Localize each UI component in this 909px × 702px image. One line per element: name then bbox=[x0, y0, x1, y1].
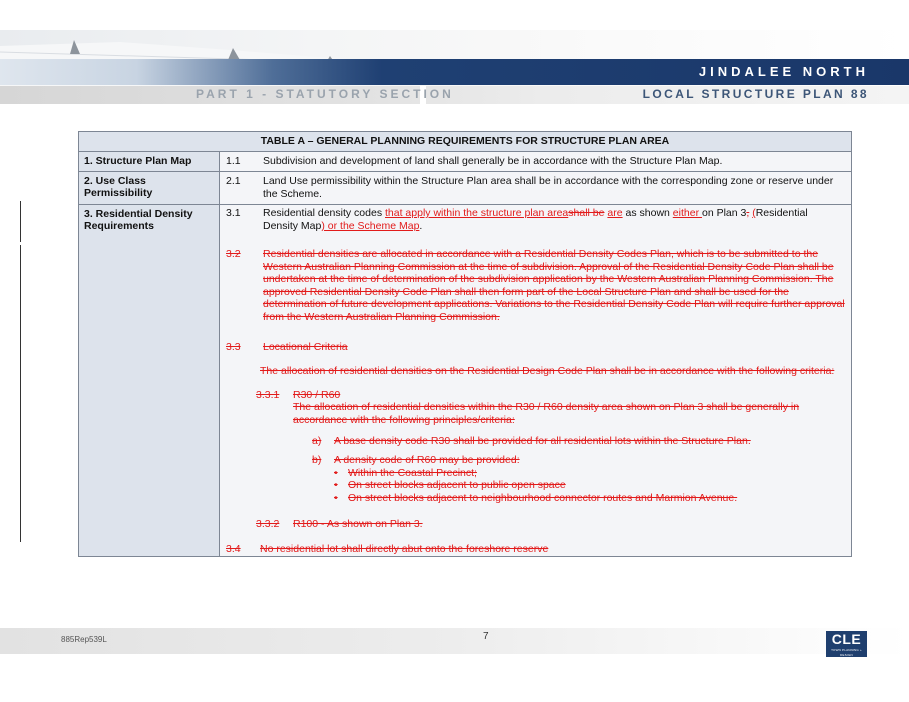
row-heading: 3. Residential Density Requirements bbox=[79, 205, 220, 556]
clause-3-3-2-text: R100 - As shown on Plan 3. bbox=[293, 517, 423, 530]
clause-number: 3.3.1 bbox=[256, 388, 280, 401]
inserted-text: ) or the Scheme Map bbox=[321, 220, 420, 232]
text-run: Residential Density Map bbox=[263, 207, 808, 232]
deleted-text: , bbox=[746, 207, 750, 219]
clause-number: 3.4 bbox=[226, 543, 241, 556]
clause-number: 3.3 bbox=[226, 340, 241, 353]
item-b-text: A density code of R60 may be provided: bbox=[334, 454, 520, 467]
text-run: on Plan 3 bbox=[701, 207, 747, 219]
row-heading: 2. Use Class Permissibility bbox=[79, 172, 220, 204]
item-label: a) bbox=[312, 434, 322, 447]
item-label: b) bbox=[312, 454, 322, 467]
table-row bbox=[79, 172, 851, 205]
text-run: Residential density codes bbox=[263, 207, 385, 219]
clause-3-4-text: No residential lot shall directly abut onto the foreshore reserve bbox=[260, 543, 549, 556]
clause-number: 3.1 bbox=[226, 207, 241, 219]
plan-label: LOCAL STRUCTURE PLAN 88 bbox=[642, 87, 869, 101]
bullet-list bbox=[226, 467, 845, 505]
cle-logo bbox=[826, 631, 867, 657]
change-bar bbox=[20, 245, 21, 542]
list-item: On street blocks adjacent to public open space bbox=[348, 479, 566, 492]
clause-3-3-1-text: The allocation of residential densities within the R30 / R60 density area shown on Plan 3 shall be generally in accordance with the following principles/criteria: bbox=[293, 401, 800, 426]
clause-3-3-text: Locational Criteria bbox=[263, 340, 348, 353]
bullet-icon: • bbox=[334, 491, 338, 504]
project-title: JINDALEE NORTH bbox=[698, 64, 869, 79]
clause-number: 2.1 bbox=[226, 175, 241, 187]
document-code: 885Rep539L bbox=[61, 635, 107, 644]
allocation-text: The allocation of residential densities on the Residential Design Code Plan shall be in accordance with the following criteria: bbox=[260, 365, 835, 378]
list-item: On street blocks adjacent to neighbourhood connector routes and Marmion Avenue. bbox=[348, 491, 738, 504]
row-content bbox=[220, 172, 851, 204]
inserted-text: that apply within the structure plan area bbox=[385, 207, 569, 219]
item-a-text: A base density code R30 shall be provided for all residential lots within the Structure Plan. bbox=[334, 434, 751, 447]
clause-text: Land Use permissibility within the Structure Plan area shall be in accordance with the corresponding zone or reserve under the Scheme. bbox=[263, 175, 834, 200]
clause-3-2-text: Residential densities are allocated in accordance with a Residential Density Codes Plan, which is to be submitted to the Western Australian Planning Commission at the time of subdivision. Approval of the Residential Density Code Plan shall be undertaken at the time of determination of the subdivision application by the Western Australian Planning Commission. The approved Residential Density Code Plan shall then form part of the Local Structure Plan and shall be used for the determination of future development applications. Variations to the Residential Density Code Plan will require further approval from the Western Australian Planning Commission. bbox=[263, 248, 845, 323]
table-title: TABLE A – GENERAL PLANNING REQUIREMENTS FOR STRUCTURE PLAN AREA bbox=[79, 132, 851, 152]
footer-band bbox=[0, 628, 909, 654]
list-item: Within the Coastal Precinct; bbox=[348, 466, 477, 479]
text-run: as shown bbox=[622, 207, 673, 219]
deleted-text: shall be bbox=[568, 207, 605, 219]
inserted-text: are bbox=[607, 207, 623, 219]
inserted-text: either bbox=[672, 207, 702, 219]
section-label: PART 1 - STATUTORY SECTION bbox=[196, 87, 454, 101]
row-heading: 1. Structure Plan Map bbox=[79, 152, 220, 171]
planning-requirements-table bbox=[78, 131, 852, 557]
bullet-icon: • bbox=[334, 479, 338, 492]
table-row bbox=[79, 205, 851, 556]
clause-3-3-1-heading: R30 / R60 bbox=[293, 388, 341, 401]
clause-text: Subdivision and development of land shall generally be in accordance with the Structure Plan Map. bbox=[263, 155, 723, 167]
logo-text: CLE bbox=[831, 631, 862, 647]
clause-number: 3.2 bbox=[226, 248, 241, 260]
clause-3-1-text bbox=[263, 207, 845, 233]
text-run: . bbox=[419, 220, 423, 232]
bullet-icon: • bbox=[334, 466, 338, 479]
logo-tagline: TOWN PLANNING + DESIGN bbox=[831, 648, 862, 657]
inserted-text: ( bbox=[752, 207, 756, 219]
page-number: 7 bbox=[483, 631, 489, 642]
row-content bbox=[220, 152, 851, 171]
row-content bbox=[220, 205, 851, 556]
change-bar bbox=[20, 201, 21, 242]
table-row bbox=[79, 152, 851, 172]
clause-number: 1.1 bbox=[226, 155, 241, 167]
clause-number: 3.3.2 bbox=[256, 517, 280, 530]
